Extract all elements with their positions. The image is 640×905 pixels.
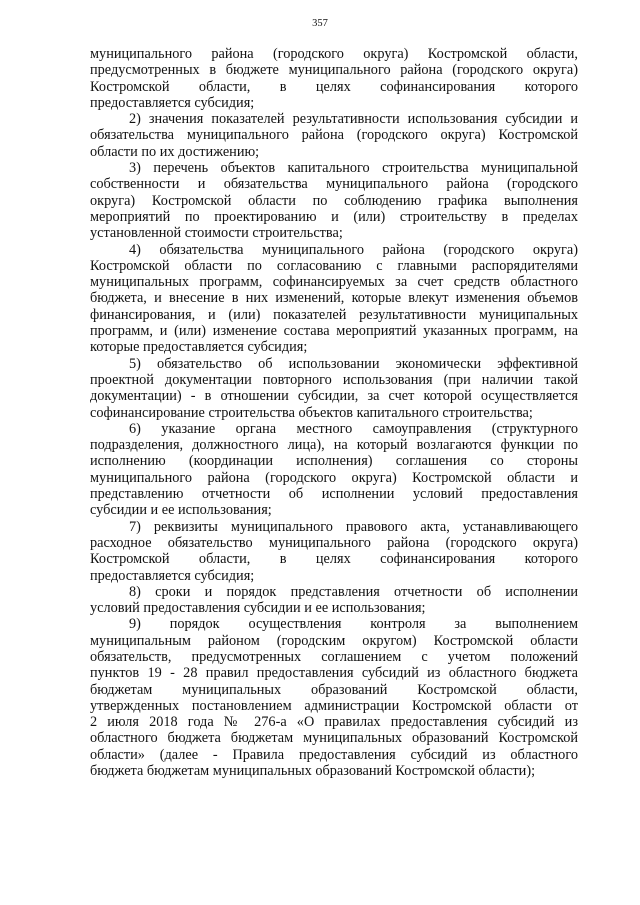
paragraph — [90, 421, 578, 519]
text-line: условий предоставления субсидии и ее использования; — [90, 600, 426, 617]
text-line: областного бюджета бюджетам муниципальных образований Костромской — [90, 730, 578, 747]
paragraph — [90, 242, 578, 356]
text-line: области» (далее - Правила предоставления субсидий из областного — [90, 746, 578, 763]
text-line: муниципальных программ, софинансируемых за счет средств областного — [90, 274, 578, 291]
paragraph — [90, 519, 578, 584]
text-line: Костромской области по согласованию с главными распорядителями — [90, 257, 578, 274]
text-line: 4) обязательства муниципального района (городского округа) — [129, 241, 578, 258]
text-line: представлению отчетности об исполнении условий предоставления — [90, 486, 578, 503]
text-line: предоставляется субсидия; — [90, 567, 255, 584]
text-line: 6) указание органа местного самоуправления (структурного — [129, 420, 578, 437]
text-line: бюджета бюджетам муниципальных образований Костромской области); — [90, 763, 536, 780]
paragraph — [90, 160, 578, 241]
text-line: софинансирование строительства объектов капитального строительства; — [90, 404, 533, 421]
text-line: предоставляется субсидия; — [90, 94, 255, 111]
paragraph — [90, 616, 578, 779]
text-line: области по их достижению; — [90, 143, 260, 160]
text-line: подразделения, должностного лица), на который возлагаются функции по — [90, 437, 578, 454]
text-line: муниципальным районом (городским округом) Костромской области — [90, 632, 578, 649]
text-line: проектной документации повторного использования (при наличии такой — [90, 371, 578, 388]
paragraph — [90, 584, 578, 617]
text-line: муниципального района (городского округа) Костромской области, — [90, 46, 578, 62]
page-number: 357 — [312, 18, 328, 29]
text-line: документации) - в отношении субсидии, за счет которой осуществляется — [90, 388, 578, 405]
text-line: обязательств, предусмотренных соглашением с учетом положений — [90, 648, 578, 665]
text-line: финансирования, и (или) показателей результативности муниципальных — [90, 306, 578, 323]
text-line: утвержденных постановлением администрации Костромской области от — [90, 697, 578, 714]
text-line: пунктов 19 - 28 правил предоставления субсидий из областного бюджета — [90, 665, 578, 682]
text-line: муниципального района (городского округа) Костромской области и — [90, 469, 578, 486]
text-line: которые предоставляется субсидия; — [90, 339, 308, 356]
text-line: предусмотренных в бюджете муниципального района (городского округа) — [90, 62, 578, 79]
text-line: 8) сроки и порядок представления отчетности об исполнении — [129, 583, 578, 600]
text-line: мероприятий по проектированию и (или) строительству в пределах — [90, 208, 578, 225]
text-line: программ, и (или) изменение состава мероприятий указанных программ, на — [90, 323, 578, 340]
text-line: 7) реквизиты муниципального правового акта, устанавливающего — [129, 518, 578, 535]
text-line: 3) перечень объектов капитального строительства муниципальной — [129, 160, 578, 177]
paragraph — [90, 111, 578, 160]
text-line: собственности и обязательства муниципального района (городского — [90, 176, 578, 193]
document-body — [90, 46, 578, 779]
text-line: обязательства муниципального района (городского округа) Костромской — [90, 127, 578, 144]
text-line: 5) обязательство об использовании экономически эффективной — [129, 355, 578, 372]
text-line: 2) значения показателей результативности использования субсидии и — [129, 111, 578, 128]
text-line: Костромской области, в целях софинансирования которого — [90, 551, 578, 568]
text-line: исполнению (координации исполнения) соглашения со стороны — [90, 453, 578, 470]
paragraph — [90, 356, 578, 421]
text-line: Костромской области, в целях софинансирования которого — [90, 78, 578, 95]
text-line: бюджета, и внесение в них изменений, которые влекут изменения объемов — [90, 290, 578, 307]
paragraph — [90, 46, 578, 111]
text-line: установленной стоимости строительства; — [90, 225, 343, 242]
text-line: 9) порядок осуществления контроля за выполнением — [129, 616, 578, 633]
text-line: бюджетам муниципальных образований Костромской области, — [90, 681, 578, 698]
text-line: 2 июля 2018 года № 276-а «О правилах предоставления субсидий из — [90, 714, 578, 731]
text-line: округа) Костромской области по соблюдению графика выполнения — [90, 192, 578, 209]
text-line: расходное обязательство муниципального района (городского округа) — [90, 534, 578, 551]
text-line: субсидии и ее использования; — [90, 502, 272, 519]
